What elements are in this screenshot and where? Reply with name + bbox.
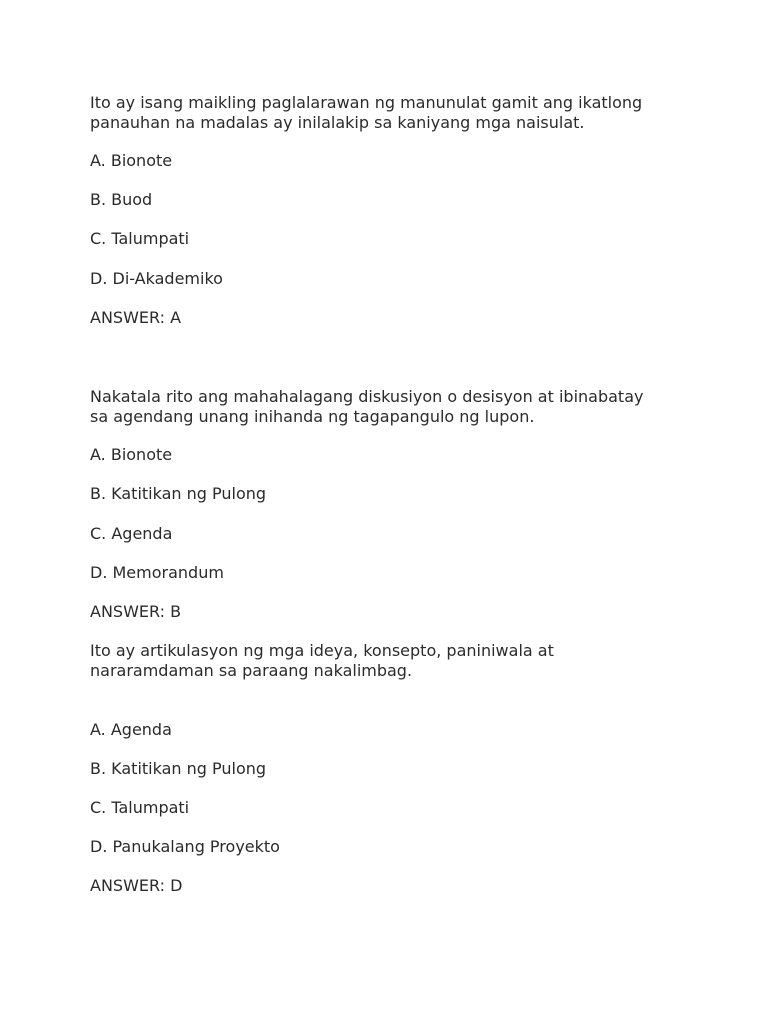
question-prompt-line: Ito ay artikulasyon ng mga ideya, konsepto, paniniwala at [90,641,554,660]
answer-option: A. Bionote [90,151,173,170]
answer-option: C. Agenda [90,524,173,543]
answer-option: A. Agenda [90,720,172,739]
answer-key: ANSWER: A [90,308,182,327]
question-prompt-line: panauhan na madalas ay inilalakip sa kaniyang mga naisulat. [90,113,585,132]
answer-option: D. Panukalang Proyekto [90,837,280,856]
question-prompt-line: Nakatala rito ang mahahalagang diskusiyon o desisyon at ibinabatay [90,387,644,406]
answer-option: D. Di-Akademiko [90,269,223,288]
answer-option: C. Talumpati [90,798,190,817]
question-prompt-line: sa agendang unang inihanda ng tagapangulo ng lupon. [90,407,535,426]
answer-option: C. Talumpati [90,229,190,248]
answer-option: B. Buod [90,190,153,209]
answer-key: ANSWER: D [90,876,183,895]
answer-option: B. Katitikan ng Pulong [90,759,267,778]
answer-option: D. Memorandum [90,563,224,582]
answer-option: B. Katitikan ng Pulong [90,484,267,503]
answer-option: A. Bionote [90,445,173,464]
question-prompt-line: nararamdaman sa paraang nakalimbag. [90,661,413,680]
answer-key: ANSWER: B [90,602,182,621]
question-prompt-line: Ito ay isang maikling paglalarawan ng manunulat gamit ang ikatlong [90,93,643,112]
